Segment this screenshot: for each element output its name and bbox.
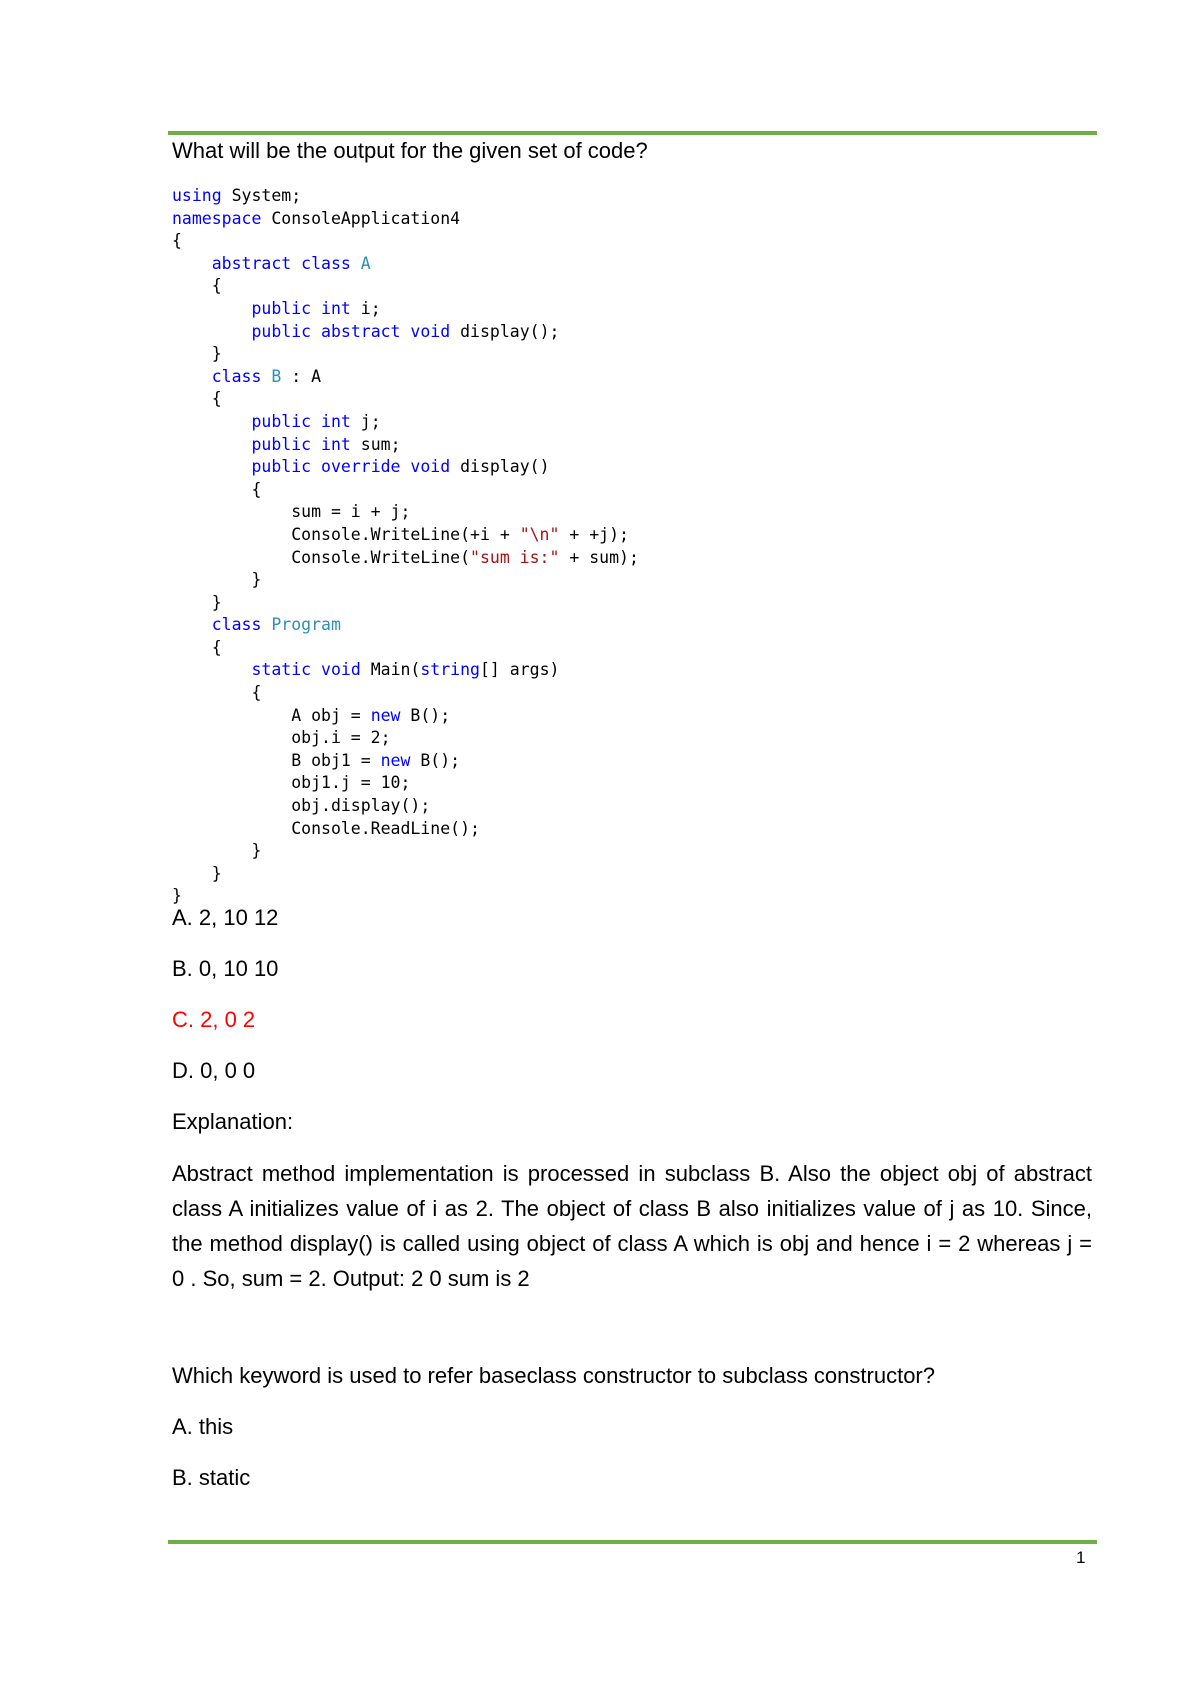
code-token: { bbox=[172, 276, 222, 296]
code-token: B(); bbox=[410, 750, 461, 770]
code-token: Console.ReadLine(); bbox=[172, 818, 480, 838]
code-token: string bbox=[420, 660, 480, 680]
footer-rule bbox=[168, 1540, 1097, 1544]
code-token: class bbox=[211, 615, 262, 635]
code-token bbox=[172, 660, 251, 679]
code-token bbox=[261, 367, 271, 386]
code-line bbox=[172, 682, 639, 705]
code-token: new bbox=[380, 750, 411, 770]
code-token: public int bbox=[251, 411, 351, 431]
code-line bbox=[172, 818, 639, 841]
code-line bbox=[172, 343, 639, 366]
code-line bbox=[172, 705, 639, 728]
question-1-option-b: B. 0, 10 10 bbox=[172, 956, 279, 981]
code-line bbox=[172, 863, 639, 886]
code-token: public int bbox=[251, 298, 351, 318]
code-token: display(); bbox=[450, 321, 560, 341]
code-token: System; bbox=[221, 186, 302, 205]
code-token: { bbox=[172, 683, 262, 703]
code-line bbox=[172, 772, 639, 795]
code-token: sum; bbox=[350, 434, 401, 454]
code-token: { bbox=[172, 479, 262, 499]
code-token bbox=[172, 457, 251, 476]
explanation-text: Abstract method implementation is processed in subclass B. Also the object obj of abstract class A initializes value of i as 2. The object of class B also initializes value of j as 10. Since, the method display() is called using object of class A which is obj and hence i = 2 whereas j = 0 . So, sum = 2. Output: 2 0 sum is 2 bbox=[172, 1161, 1092, 1291]
code-line bbox=[172, 411, 639, 434]
code-line bbox=[172, 547, 639, 570]
code-line bbox=[172, 569, 639, 592]
code-token: new bbox=[370, 705, 401, 725]
code-token: public int bbox=[251, 434, 351, 454]
code-token: namespace bbox=[172, 208, 262, 228]
code-token: B obj1 = bbox=[172, 750, 381, 770]
code-line bbox=[172, 388, 639, 411]
code-line bbox=[172, 795, 639, 818]
question-2-option-b: B. static bbox=[172, 1465, 251, 1490]
code-token: Main( bbox=[360, 660, 421, 680]
code-token: A obj = bbox=[172, 705, 371, 725]
code-line bbox=[172, 456, 639, 479]
code-token: } bbox=[172, 592, 222, 612]
code-block bbox=[172, 185, 639, 908]
code-token bbox=[351, 254, 361, 273]
code-token: : A bbox=[281, 366, 322, 386]
code-token: { bbox=[172, 231, 182, 251]
code-token: obj.display(); bbox=[172, 796, 431, 816]
code-token: A bbox=[360, 253, 371, 273]
code-token bbox=[261, 615, 271, 634]
code-line bbox=[172, 298, 639, 321]
code-token: { bbox=[172, 637, 222, 657]
code-token: static void bbox=[251, 660, 361, 680]
code-token bbox=[172, 299, 251, 318]
code-line bbox=[172, 275, 639, 298]
question-1-prompt: What will be the output for the given set of code? bbox=[172, 138, 648, 163]
code-token: } bbox=[172, 841, 262, 861]
code-token: "\n" bbox=[519, 524, 560, 544]
code-line bbox=[172, 501, 639, 524]
code-line bbox=[172, 185, 639, 208]
question-1-option-a: A. 2, 10 12 bbox=[172, 905, 279, 930]
code-token: abstract class bbox=[211, 253, 351, 273]
code-line bbox=[172, 659, 639, 682]
header-rule bbox=[168, 131, 1097, 135]
code-token: j; bbox=[350, 411, 381, 431]
code-token bbox=[172, 435, 251, 454]
code-line bbox=[172, 230, 639, 253]
code-token: + +j); bbox=[559, 524, 629, 544]
code-token: { bbox=[172, 389, 222, 409]
code-line bbox=[172, 208, 639, 231]
code-token: B bbox=[271, 366, 282, 386]
code-line bbox=[172, 524, 639, 547]
question-1-option-d: D. 0, 0 0 bbox=[172, 1058, 256, 1083]
code-line bbox=[172, 840, 639, 863]
code-line bbox=[172, 614, 639, 637]
code-token: display() bbox=[450, 457, 550, 477]
code-line bbox=[172, 479, 639, 502]
code-token: obj.i = 2; bbox=[172, 728, 391, 748]
code-token: Console.WriteLine( bbox=[172, 547, 471, 567]
code-line bbox=[172, 253, 639, 276]
question-2-option-a: A. this bbox=[172, 1414, 234, 1439]
code-token bbox=[172, 412, 251, 431]
code-token: ConsoleApplication4 bbox=[261, 208, 461, 228]
code-line bbox=[172, 637, 639, 660]
code-token: Console.WriteLine(+i + bbox=[172, 524, 520, 544]
code-token bbox=[172, 367, 212, 386]
code-token: } bbox=[172, 886, 182, 906]
code-token: public abstract void bbox=[251, 321, 451, 341]
code-token: using bbox=[172, 186, 222, 205]
code-token bbox=[172, 254, 212, 273]
explanation-heading: Explanation: bbox=[172, 1109, 294, 1134]
question-1-option-c-correct: C. 2, 0 2 bbox=[172, 1007, 256, 1032]
code-line bbox=[172, 592, 639, 615]
code-token: } bbox=[172, 344, 222, 364]
code-token: class bbox=[211, 366, 262, 386]
page-number: 1 bbox=[1076, 1548, 1086, 1567]
code-token: Program bbox=[271, 615, 341, 635]
code-token: i; bbox=[350, 298, 381, 318]
code-token bbox=[172, 322, 251, 341]
code-token: } bbox=[172, 863, 222, 883]
code-token: public override void bbox=[251, 457, 451, 477]
code-token: + sum); bbox=[559, 547, 639, 567]
code-line bbox=[172, 366, 639, 389]
code-token: B(); bbox=[400, 705, 451, 725]
code-token: "sum is:" bbox=[470, 547, 560, 567]
code-token: sum = i + j; bbox=[172, 502, 411, 522]
code-token: [] args) bbox=[479, 660, 560, 680]
code-token: } bbox=[172, 570, 262, 590]
code-token bbox=[172, 615, 212, 634]
code-line bbox=[172, 727, 639, 750]
code-line bbox=[172, 321, 639, 344]
code-line bbox=[172, 434, 639, 457]
question-2-prompt: Which keyword is used to refer baseclass constructor to subclass constructor? bbox=[172, 1363, 935, 1388]
code-line bbox=[172, 750, 639, 773]
code-token: obj1.j = 10; bbox=[172, 773, 411, 793]
